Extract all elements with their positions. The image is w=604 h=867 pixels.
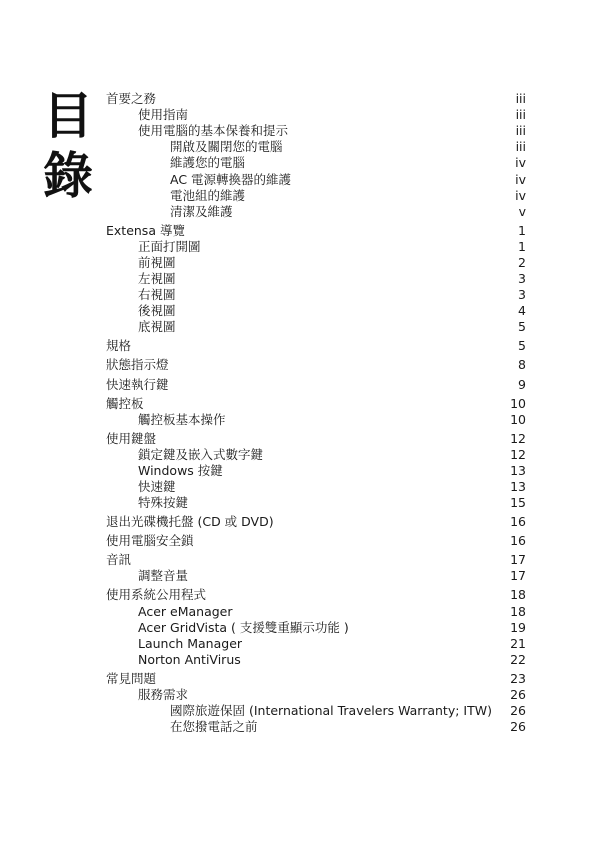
toc-entry-title: AC 電源轉換器的維護 [170,171,292,187]
page-title-char-2: 錄 [43,147,93,205]
toc-entry-page: 26 [510,703,526,718]
toc-entry-page: 1 [518,222,526,238]
toc-entry-title: 正面打開圖 [138,238,201,254]
toc-entry-page: iii [515,123,526,139]
toc-entry-page: 4 [518,303,526,319]
toc-entry[interactable] [106,223,526,238]
toc-entry-page: 10 [510,395,526,411]
toc-entry-title: 服務需求 [138,686,189,702]
toc-entry[interactable] [106,671,526,686]
toc-entry-page: 12 [510,446,526,462]
toc-entry[interactable] [170,703,526,718]
toc-entry[interactable] [138,463,526,478]
toc-entry-title: 調整音量 [138,568,189,584]
toc-entry-title: Extensa 導覽 [106,222,185,238]
toc-entry[interactable] [106,338,526,353]
toc-entry-title: 電池組的維護 [170,187,246,203]
toc-entry-page: iii [515,139,526,155]
toc-entry[interactable] [138,620,526,635]
toc-entry-title: 狀態指示燈 [106,357,169,373]
toc-entry-page: 10 [510,411,526,427]
toc-entry-page: 5 [518,319,526,335]
toc-entry-title: 國際旅遊保固 (International Travelers Warranty; ITW) [170,703,492,718]
toc-entry-title: Launch Manager [138,635,243,651]
toc-entry-page: 26 [510,686,526,702]
toc-entry-page: v [518,203,526,219]
toc-entry-title: 首要之務 [106,91,157,106]
toc-entry[interactable] [106,357,526,372]
toc-entry-title: 快速執行鍵 [106,376,169,392]
toc-entry-title: 使用電腦的基本保養和提示 [138,123,289,139]
toc-entry-title: 清潔及維護 [170,203,233,219]
toc-entry[interactable] [106,396,526,411]
toc-entry-title: 規格 [106,338,132,354]
toc-entry[interactable] [170,188,526,203]
toc-entry-title: 底視圖 [138,319,176,335]
toc-entry-title: 使用指南 [138,107,189,123]
toc-entry-page: 13 [510,462,526,478]
toc-entry[interactable] [138,604,526,619]
toc-entry[interactable] [138,495,526,510]
toc-entry-title: Acer eManager [138,603,233,619]
toc-entry-title: 前視圖 [138,254,176,270]
toc-entry-title: Acer GridVista ( 支援雙重顯示功能 ) [138,619,349,635]
toc-entry-title: 音訊 [106,552,132,568]
toc-entry[interactable] [138,107,526,122]
toc-entry-title: Windows 按鍵 [138,462,223,478]
toc-entry-page: 16 [510,533,526,549]
toc-entry-page: 19 [510,619,526,635]
toc-entry-page: 1 [518,238,526,254]
toc-entry-page: iii [515,91,526,106]
toc-entry-title: Norton AntiVirus [138,651,241,667]
toc-entry[interactable] [106,514,526,529]
toc-entry[interactable] [170,172,526,187]
page-title-char-1: 目 [43,87,93,145]
toc-entry-page: iii [515,107,526,123]
toc-entry-title: 退出光碟機托盤 (CD 或 DVD) [106,514,274,530]
toc-entry-page: iv [515,171,526,187]
toc-entry-page: iv [515,155,526,171]
toc-entry-page: 5 [518,338,526,354]
toc-entry[interactable] [106,533,526,548]
toc-entry-page: 13 [510,479,526,494]
toc-entry-title: 常見問題 [106,670,157,686]
toc-entry-title: 後視圖 [138,303,176,319]
toc-entry-title: 使用鍵盤 [106,430,157,446]
toc-entry-page: 12 [510,430,526,446]
toc-entry-title: 觸控板 [106,395,144,411]
toc-entry-page: 2 [518,254,526,270]
toc-entry[interactable] [138,568,526,583]
toc-entry[interactable] [170,155,526,170]
toc-entry[interactable] [138,123,526,138]
toc-entry[interactable] [106,91,526,106]
toc-entry-page: 18 [510,587,526,603]
toc-entry-page: 26 [510,719,526,735]
toc-entry[interactable] [138,636,526,651]
toc-entry-page: 3 [518,271,526,286]
toc-entry[interactable] [138,287,526,302]
toc-entry-title: 在您撥電話之前 [170,719,258,735]
toc-entry-title: 鎖定鍵及嵌入式數字鍵 [138,446,264,462]
toc-entry[interactable] [106,431,526,446]
toc-entry[interactable] [138,255,526,270]
toc-entry[interactable] [138,412,526,427]
toc-entry-page: 15 [510,495,526,511]
toc-entry-title: 維護您的電腦 [170,155,246,171]
toc-entry[interactable] [138,479,526,494]
toc-entry-page: 23 [510,670,526,686]
toc-entry-page: 17 [510,552,526,568]
toc-entry[interactable] [170,204,526,219]
toc-entry-page: 17 [510,568,526,584]
toc-entry[interactable] [138,319,526,334]
toc-entry-title: 使用電腦安全鎖 [106,533,194,549]
toc-entry-title: 快速鍵 [138,479,176,494]
toc-entry-page: 9 [518,376,526,392]
toc-entry-title: 使用系統公用程式 [106,587,207,603]
toc-entry[interactable] [138,687,526,702]
toc-entry[interactable] [138,271,526,286]
toc-entry[interactable] [170,139,526,154]
toc-entry-page: 22 [510,651,526,667]
toc-entry-title: 開啟及關閉您的電腦 [170,139,283,155]
toc-entry-page: iv [515,187,526,203]
toc-entry-title: 右視圖 [138,287,176,303]
toc-entry[interactable] [138,447,526,462]
toc-entry[interactable] [106,587,526,602]
toc-entry[interactable] [138,303,526,318]
toc-entry-page: 3 [518,287,526,303]
toc-entry-title: 特殊按鍵 [138,495,189,511]
toc-entry[interactable] [170,719,526,734]
toc-entry[interactable] [106,377,526,392]
toc-entry[interactable] [106,552,526,567]
toc-entry[interactable] [138,239,526,254]
toc-entry[interactable] [138,652,526,667]
toc-entry-title: 左視圖 [138,271,176,286]
toc-entry-page: 21 [510,635,526,651]
toc-entry-page: 16 [510,514,526,530]
toc-entry-title: 觸控板基本操作 [138,411,226,427]
toc-entry-page: 8 [518,357,526,373]
toc-entry-page: 18 [510,603,526,619]
